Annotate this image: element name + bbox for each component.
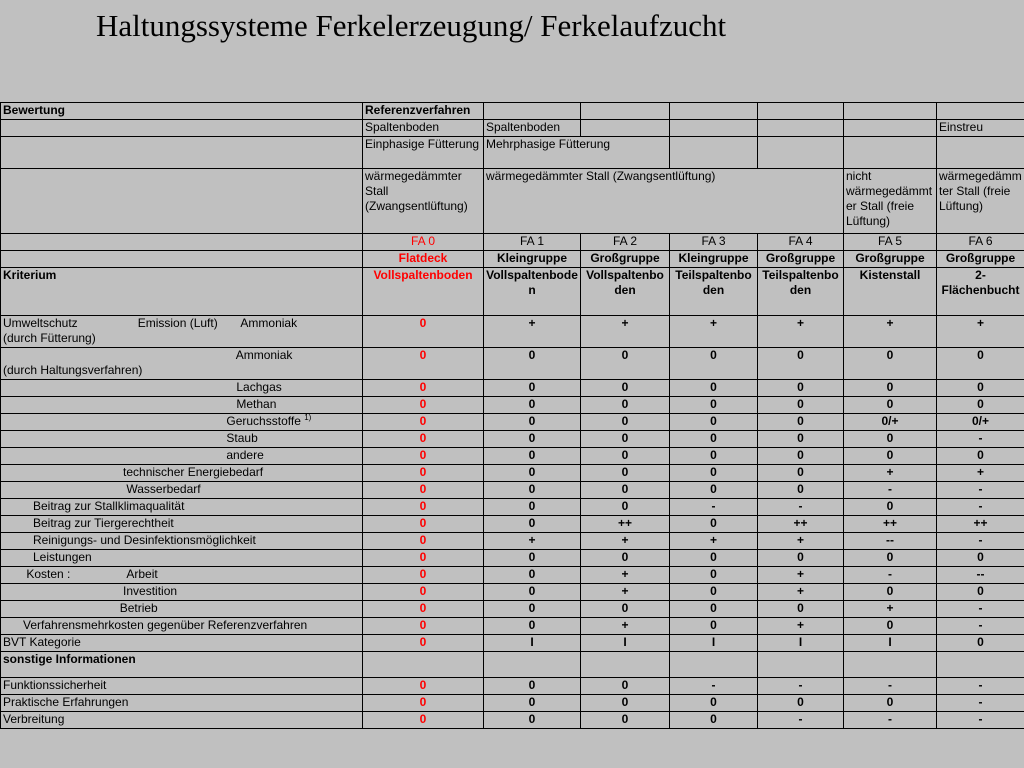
group-2: Großgruppe [581, 251, 670, 268]
value-cell: - [758, 499, 844, 516]
value-cell: - [937, 695, 1024, 712]
value-cell: I [670, 635, 758, 652]
value-cell: + [670, 533, 758, 550]
value-cell: 0 [363, 465, 484, 482]
criterion-text: Reinigungs- und Desinfektionsmöglichkeit [3, 533, 256, 547]
value-cell: 0 [484, 601, 581, 618]
value-cell: + [937, 465, 1024, 482]
table-row [1, 516, 1024, 533]
value-cell: 0 [844, 695, 937, 712]
value-cell: 0 [758, 448, 844, 465]
value-cell: 0/+ [844, 414, 937, 431]
criterion-text: Verfahrensmehrkosten gegenüber Referenzverfahren [3, 618, 308, 632]
criterion-label [1, 712, 363, 729]
table-row [1, 695, 1024, 712]
value-cell: 0 [758, 397, 844, 414]
criterion-text: Verbreitung [3, 712, 65, 726]
header-row-fuetterung [1, 137, 1024, 169]
criterion-label [1, 380, 363, 397]
value-cell: 0 [363, 414, 484, 431]
value-cell: + [670, 316, 758, 348]
criterion-label [1, 678, 363, 695]
value-cell: 0 [581, 499, 670, 516]
value-cell: 0 [484, 465, 581, 482]
value-cell: 0 [758, 482, 844, 499]
value-cell: 0 [363, 516, 484, 533]
group-4: Großgruppe [758, 251, 844, 268]
criterion-label [1, 533, 363, 550]
value-cell: + [581, 533, 670, 550]
value-cell: 0 [484, 348, 581, 380]
value-cell: 0 [670, 695, 758, 712]
fa-4: FA 4 [758, 234, 844, 251]
criterion-label [1, 431, 363, 448]
table-row [1, 635, 1024, 652]
referenz-label: Referenzverfahren [363, 103, 484, 120]
value-cell: 0 [844, 584, 937, 601]
value-cell: 0 [363, 397, 484, 414]
criterion-label [1, 516, 363, 533]
criterion-text: Umweltschutz Emission (Luft) Ammoniak (durch Fütterung) [3, 316, 298, 345]
boden-1: Vollspaltenboden [484, 268, 581, 316]
value-cell: 0 [670, 516, 758, 533]
value-cell: - [937, 678, 1024, 695]
criterion-label [1, 316, 363, 348]
value-cell: 0 [581, 695, 670, 712]
value-cell: I [581, 635, 670, 652]
value-cell: 0 [484, 618, 581, 635]
value-cell: 0 [363, 448, 484, 465]
value-cell: 0 [670, 482, 758, 499]
fa-6: FA 6 [937, 234, 1024, 251]
group-3: Kleingruppe [670, 251, 758, 268]
value-cell: 0 [363, 431, 484, 448]
fa-2: FA 2 [581, 234, 670, 251]
table-row [1, 482, 1024, 499]
header-row-kriterium [1, 268, 1024, 316]
boden-2: Vollspaltenboden [581, 268, 670, 316]
criterion-label [1, 567, 363, 584]
criterion-label [1, 482, 363, 499]
group-6: Großgruppe [937, 251, 1024, 268]
value-cell: 0 [581, 380, 670, 397]
value-cell: - [758, 712, 844, 729]
value-cell: 0 [484, 550, 581, 567]
fuetterung-rest: Mehrphasige Fütterung [484, 137, 670, 169]
value-cell: 0 [937, 380, 1024, 397]
value-cell: 0 [581, 712, 670, 729]
value-cell: + [484, 316, 581, 348]
criterion-text: Praktische Erfahrungen [3, 695, 129, 709]
table-row [1, 712, 1024, 729]
value-cell: - [937, 499, 1024, 516]
value-cell: 0 [844, 499, 937, 516]
boden-4: Teilspaltenboden [758, 268, 844, 316]
value-cell: 0 [581, 678, 670, 695]
value-cell: - [758, 678, 844, 695]
value-cell: 0 [363, 567, 484, 584]
value-cell: 0 [484, 584, 581, 601]
table-row [1, 316, 1024, 348]
value-cell: 0 [758, 465, 844, 482]
criterion-text: Beitrag zur Stallklimaqualität [3, 499, 185, 513]
fuetterung-ref: Einphasige Fütterung [363, 137, 484, 169]
value-cell: 0 [670, 550, 758, 567]
value-cell: 0 [844, 550, 937, 567]
value-cell: 0 [758, 550, 844, 567]
criterion-text: BVT Kategorie [3, 635, 81, 649]
criterion-text: Lachgas [3, 380, 282, 394]
value-cell: 0 [937, 584, 1024, 601]
bewertung-label: Bewertung [1, 103, 363, 120]
value-cell: - [844, 678, 937, 695]
table-row [1, 618, 1024, 635]
criterion-text: Betrieb [3, 601, 158, 615]
value-cell: 0 [484, 567, 581, 584]
boden-5: Kistenstall [844, 268, 937, 316]
value-cell: 0 [844, 431, 937, 448]
value-cell: + [581, 316, 670, 348]
boden-fa1: Spaltenboden [484, 120, 581, 137]
value-cell: 0 [758, 414, 844, 431]
footnote-marker: 1) [304, 413, 312, 422]
value-cell: 0 [363, 348, 484, 380]
table-row [1, 465, 1024, 482]
value-cell: 0 [937, 550, 1024, 567]
stall-fa6: wärmegedämmter Stall (freie Lüftung) [937, 169, 1024, 234]
value-cell: 0 [484, 695, 581, 712]
criterion-label [1, 465, 363, 482]
value-cell: 0 [363, 584, 484, 601]
fa-1: FA 1 [484, 234, 581, 251]
value-cell: ++ [581, 516, 670, 533]
value-cell: 0 [581, 465, 670, 482]
value-cell: 0 [484, 448, 581, 465]
table-row [1, 431, 1024, 448]
criterion-text: Investition [3, 584, 178, 598]
value-cell: + [844, 465, 937, 482]
value-cell: 0 [484, 482, 581, 499]
value-cell: 0 [484, 380, 581, 397]
value-cell: I [844, 635, 937, 652]
value-cell: 0 [363, 499, 484, 516]
value-cell: 0 [363, 678, 484, 695]
value-cell: 0 [670, 618, 758, 635]
value-cell: 0 [670, 397, 758, 414]
value-cell: 0 [363, 533, 484, 550]
criterion-label [1, 414, 363, 431]
value-cell: - [937, 431, 1024, 448]
value-cell: + [758, 533, 844, 550]
value-cell: 0 [670, 567, 758, 584]
value-cell: 0 [937, 348, 1024, 380]
group-1: Kleingruppe [484, 251, 581, 268]
value-cell: 0 [484, 499, 581, 516]
value-cell: 0 [363, 482, 484, 499]
criterion-text: Staub [3, 431, 258, 445]
value-cell: 0 [844, 348, 937, 380]
criterion-text: Methan [3, 397, 277, 411]
value-cell: 0 [363, 618, 484, 635]
value-cell: -- [844, 533, 937, 550]
value-cell: - [844, 712, 937, 729]
value-cell: 0 [758, 380, 844, 397]
criterion-text: Leistungen [3, 550, 92, 564]
table-row [1, 499, 1024, 516]
value-cell: + [844, 316, 937, 348]
value-cell: 0 [758, 431, 844, 448]
value-cell: 0 [670, 348, 758, 380]
fa-0: FA 0 [363, 234, 484, 251]
table-row [1, 380, 1024, 397]
value-cell: 0 [937, 448, 1024, 465]
boden-6: 2-Flächenbucht [937, 268, 1024, 316]
criterion-label [1, 584, 363, 601]
criterion-label [1, 601, 363, 618]
criterion-text: Funktionssicherheit [3, 678, 107, 692]
table-row [1, 601, 1024, 618]
table-row [1, 414, 1024, 431]
value-cell: - [937, 482, 1024, 499]
criterion-label [1, 448, 363, 465]
value-cell: I [484, 635, 581, 652]
header-row-stall [1, 169, 1024, 234]
criterion-label [1, 618, 363, 635]
value-cell: - [844, 567, 937, 584]
value-cell: + [758, 584, 844, 601]
value-cell: 0 [670, 380, 758, 397]
group-5: Großgruppe [844, 251, 937, 268]
table-row [1, 348, 1024, 380]
value-cell: 0 [581, 550, 670, 567]
value-cell: 0 [670, 448, 758, 465]
value-cell: ++ [937, 516, 1024, 533]
criterion-label [1, 397, 363, 414]
value-cell: + [937, 316, 1024, 348]
value-cell: 0 [844, 397, 937, 414]
value-cell: - [937, 533, 1024, 550]
value-cell: - [937, 712, 1024, 729]
value-cell: 0 [484, 397, 581, 414]
value-cell: 0 [670, 414, 758, 431]
value-cell: + [581, 567, 670, 584]
kriterium-label: Kriterium [1, 268, 363, 316]
boden-ref: Spaltenboden [363, 120, 484, 137]
value-cell: 0 [581, 397, 670, 414]
value-cell: 0 [937, 635, 1024, 652]
criterion-label [1, 499, 363, 516]
page-title: Haltungssysteme Ferkelerzeugung/ Ferkelaufzucht [96, 8, 727, 43]
value-cell: 0 [670, 465, 758, 482]
value-cell: 0 [844, 448, 937, 465]
table-row [1, 567, 1024, 584]
value-cell: 0 [484, 712, 581, 729]
table-row [1, 397, 1024, 414]
criterion-text: Beitrag zur Tiergerechtheit [3, 516, 174, 530]
value-cell: 0/+ [937, 414, 1024, 431]
table-row [1, 678, 1024, 695]
value-cell: 0 [581, 431, 670, 448]
table-row [1, 448, 1024, 465]
value-cell: 0 [363, 601, 484, 618]
criterion-text: Geruchsstoffe [3, 414, 301, 428]
value-cell: - [937, 601, 1024, 618]
value-cell: ++ [758, 516, 844, 533]
table-row-sonstige [1, 652, 1024, 678]
value-cell: + [484, 533, 581, 550]
value-cell: - [670, 678, 758, 695]
value-cell: + [758, 618, 844, 635]
header-row-boden [1, 120, 1024, 137]
value-cell: 0 [363, 712, 484, 729]
criterion-text: Ammoniak (durch Haltungsverfahren) [3, 348, 293, 377]
criterion-label [1, 550, 363, 567]
value-cell: 0 [758, 601, 844, 618]
boden-0: Vollspaltenboden [363, 268, 484, 316]
criterion-text: Kosten : Arbeit [3, 567, 158, 581]
header-row-fa [1, 234, 1024, 251]
value-cell: 0 [581, 601, 670, 618]
fa-5: FA 5 [844, 234, 937, 251]
evaluation-table [0, 102, 1024, 729]
value-cell: 0 [363, 550, 484, 567]
value-cell: 0 [484, 516, 581, 533]
value-cell: + [581, 584, 670, 601]
table-row [1, 550, 1024, 567]
value-cell: 0 [758, 695, 844, 712]
group-0: Flatdeck [363, 251, 484, 268]
stall-mid: wärmegedämmter Stall (Zwangsentlüftung) [484, 169, 844, 234]
value-cell: 0 [363, 316, 484, 348]
boden-3: Teilspaltenboden [670, 268, 758, 316]
criterion-label [1, 635, 363, 652]
value-cell: - [844, 482, 937, 499]
value-cell: I [758, 635, 844, 652]
value-cell: 0 [581, 348, 670, 380]
value-cell: 0 [670, 431, 758, 448]
stall-fa5: nicht wärmegedämmter Stall (freie Lüftung) [844, 169, 937, 234]
value-cell: 0 [484, 414, 581, 431]
boden-fa6: Einstreu [937, 120, 1024, 137]
sonstige-label: sonstige Informationen [1, 652, 363, 678]
value-cell: 0 [484, 678, 581, 695]
value-cell: 0 [844, 380, 937, 397]
value-cell: 0 [758, 348, 844, 380]
value-cell: + [758, 567, 844, 584]
value-cell: 0 [581, 414, 670, 431]
value-cell: 0 [581, 482, 670, 499]
value-cell: -- [937, 567, 1024, 584]
stall-ref: wärmegedämmter Stall (Zwangsentlüftung) [363, 169, 484, 234]
value-cell: 0 [363, 380, 484, 397]
criterion-label [1, 348, 363, 380]
value-cell: - [937, 618, 1024, 635]
criterion-text: andere [3, 448, 264, 462]
value-cell: 0 [670, 584, 758, 601]
value-cell: 0 [937, 397, 1024, 414]
header-row-groups [1, 251, 1024, 268]
value-cell: + [758, 316, 844, 348]
value-cell: 0 [363, 635, 484, 652]
fa-3: FA 3 [670, 234, 758, 251]
criterion-text: Wasserbedarf [3, 482, 201, 496]
value-cell: 0 [484, 431, 581, 448]
value-cell: ++ [844, 516, 937, 533]
criterion-text: technischer Energiebedarf [3, 465, 264, 479]
value-cell: 0 [670, 712, 758, 729]
table-row [1, 584, 1024, 601]
criterion-label [1, 695, 363, 712]
value-cell: + [844, 601, 937, 618]
value-cell: 0 [363, 695, 484, 712]
value-cell: 0 [844, 618, 937, 635]
value-cell: + [581, 618, 670, 635]
value-cell: - [670, 499, 758, 516]
table-row [1, 533, 1024, 550]
value-cell: 0 [670, 601, 758, 618]
value-cell: 0 [581, 448, 670, 465]
header-row-bewertung [1, 103, 1024, 120]
